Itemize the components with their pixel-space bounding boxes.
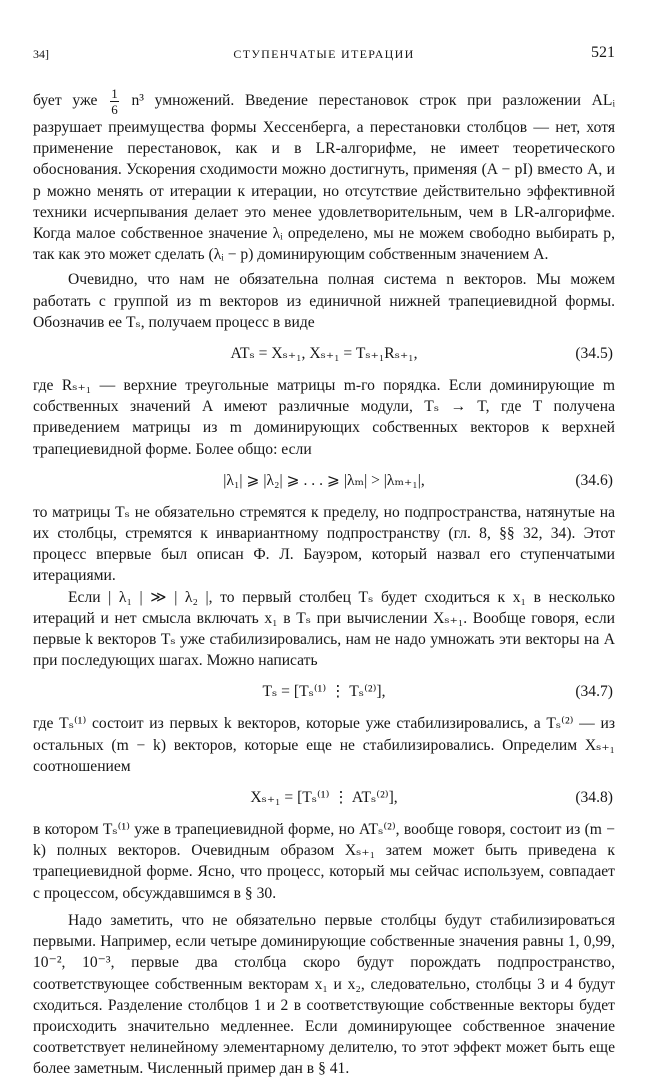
paragraph-7: в котором Tₛ⁽¹⁾ уже в трапециевидной форме, но ATₛ⁽²⁾, вообще говоря, состоит из (m − k) полных векторов. Очевидным образом Xₛ₊₁ затем может быть приведена к трапециевидной форме. Ясно, что процесс, который мы сейчас используем, совпадает с процессом, обсуждавшимся в § 30. (33, 821, 615, 902)
paragraph-4: то матрицы Tₛ не обязательно стремятся к пределу, но подпространства, натянутые на их столбцы, стремятся к инвариантному подпространству (гл. 8, §§ 32, 34). Этот процесс впервые был описан Ф. Л. Бауэром, который назвал его ступенчатыми итерациями. (33, 503, 615, 585)
fraction-one-sixth (110, 86, 119, 117)
equation-34-6 (33, 460, 615, 502)
paragraph-8: Надо заметить, что не обязательно первые столбцы будут стабилизироваться первыми. Например, если четыре доминирующие собственные значения равны 1, 0,99, 10⁻², 10⁻³, первые два столбца скоро будут порождать подпространство, соответствующее собственным векторам x₁ и x₂, следовательно, столбцы 3 и 4 будут сходиться. Разделение столбцов 1 и 2 в соответствующие собственные векторы будет происходить значительно медленнее. Если доминирующее собственное значение соответствует нелинейному элементарному делителю, то этот эффект может быть еще более заметным. Численный пример дан в § 41. (33, 911, 615, 1078)
equation-34-6-formula: |λ₁| ⩾ |λ₂| ⩾ . . . ⩾ |λₘ| > |λₘ₊₁|, (223, 471, 425, 489)
equation-34-8-number: (34.8) (575, 789, 613, 807)
fraction-denominator: 6 (111, 102, 118, 117)
fraction-numerator: 1 (111, 86, 118, 101)
equation-34-5 (33, 333, 615, 375)
equation-34-7-formula: Tₛ = [Tₛ⁽¹⁾ ⋮ Tₛ⁽²⁾], (262, 683, 386, 701)
equation-34-8 (33, 777, 615, 819)
equation-34-7 (33, 671, 615, 713)
paragraph-3: где Rₛ₊₁ — верхние треугольные матрицы m-го порядка. Если доминирующие m собственных значений A имеют различные модули, Tₛ → T, где T получена приведением матрицы из m доминирующих собственных векторов к верхней трапециевидной форме. Более общо: если (33, 377, 615, 458)
running-title: СТУПЕНЧАТЫЕ ИТЕРАЦИИ (233, 47, 415, 61)
equation-34-7-number: (34.7) (575, 683, 613, 701)
page-number: 521 (591, 44, 615, 61)
paragraph-1-text: n³ умножений. Введение перестановок строк при разложении ALᵢ разрушает преимущества формы Хессенберга, а перестановки столбцов — нет, хотя применение перестановок, как и в LR-алгорифме, не имеет теоретического обоснования. Ускорения сходимости можно достигнуть, применяя (A − pI) вместо A, и p можно менять от итерации к итерации, но отсутствие действительно эффективной техники исчерпывания делает это менее удовлетворительным, чем в LR-алгорифме. Когда малое собственное значение λᵢ определено, мы не можем свободно выбирать p, так как это может сделать (λᵢ − p) доминирующим собственным значением A. (33, 92, 615, 264)
equation-34-5-formula: ATₛ = Xₛ₊₁, Xₛ₊₁ = Tₛ₊₁Rₛ₊₁, (230, 345, 418, 363)
equation-34-8-formula: Xₛ₊₁ = [Tₛ⁽¹⁾ ⋮ ATₛ⁽²⁾], (250, 789, 398, 807)
equation-34-6-number: (34.6) (575, 471, 613, 489)
section-number: 34] (33, 47, 49, 61)
paragraph-2: Очевидно, что нам не обязательна полная система n векторов. Мы можем работать с группой из m векторов из единичной нижней трапециевидной формы. Обозначив ее Tₛ, получаем процесс в виде (33, 271, 615, 331)
page-body (33, 86, 615, 1080)
paragraph-1-lead: бует уже (33, 92, 98, 110)
paragraph-6: где Tₛ⁽¹⁾ состоит из первых k векторов, которые уже стабилизировались, а Tₛ⁽²⁾ — из остальных (m − k) векторов, которые еще не стабилизировались. Определим Xₛ₊₁ соотношением (33, 715, 615, 775)
equation-34-5-number: (34.5) (575, 345, 613, 363)
page-header (33, 45, 615, 67)
paragraph-5: Если | λ₁ | ≫ | λ₂ |, то первый столбец Tₛ будет сходиться к x₁ в несколько итераций и нет смысла включать x₁ в Tₛ при вычислении Xₛ₊₁. Вообще говоря, если первые k векторов Tₛ уже стабилизировались, нам не надо умножать эти векторы на A при последующих шагах. Можно написать (33, 588, 615, 670)
paragraph-1 (33, 86, 615, 265)
